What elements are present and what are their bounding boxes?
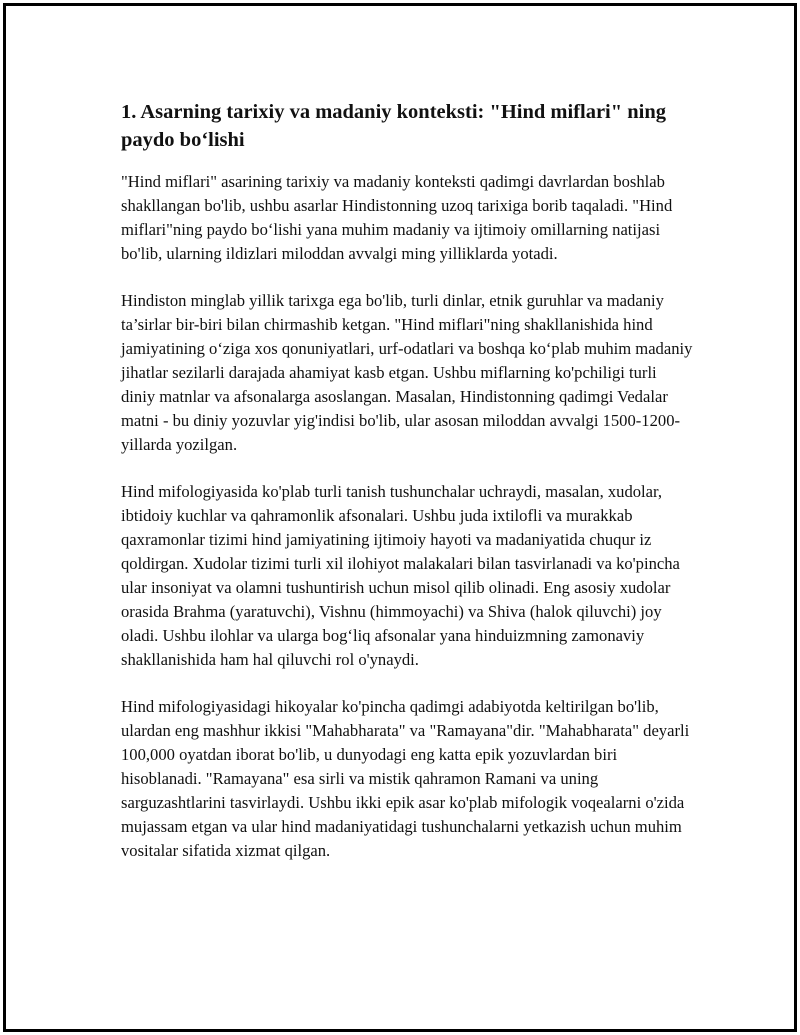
paragraph-3: Hind mifologiyasida ko'plab turli tanish tushunchalar uchraydi, masalan, xudolar, ibtidoiy kuchlar va qahramonlik afsonalari. Ushbu juda ixtilofli va murakkab qaxramonlar tizimi hind jamiyatining ijtimoiy hayoti va madaniyatida chuqur iz qoldirgan. Xudolar tizimi turli xil ilohiyot malakalari bilan tasvirlanadi va ko'pincha ular insoniyat va olamni tushuntirish uchun misol qilib olinadi. Eng asosiy xudolar orasida Brahma (yaratuvchi), Vishnu (himmoyachi) va Shiva (halok qiluvchi) joy oladi. Ushbu ilohlar va ularga bog‘liq afsonalar yana hinduizmning zamonaviy shakllanishida ham hal qiluvchi rol o'ynaydi. bbox=[121, 482, 680, 669]
paragraph-1: "Hind miflari" asarining tarixiy va madaniy konteksti qadimgi davrlardan boshlab shakllangan bo'lib, ushbu asarlar Hindistonning uzoq tarixiga borib taqaladi. "Hind miflari"ning paydo bo‘lishi yana muhim madaniy va ijtimoiy omillarning natijasi bo'lib, ularning ildizlari miloddan avvalgi ming yilliklarda yotadi. bbox=[121, 172, 673, 263]
section-heading: 1. Asarning tarixiy va madaniy konteksti: "Hind miflari" ning paydo bo‘lishi bbox=[121, 101, 667, 151]
page-frame bbox=[3, 3, 797, 1032]
document-body bbox=[121, 98, 693, 886]
paragraph-2: Hindiston minglab yillik tarixga ega bo'lib, turli dinlar, etnik guruhlar va madaniy ta’sirlar bir-biri bilan chirmashib ketgan. "Hind miflari"ning shakllanishida hind jamiyatining o‘ziga xos qonuniyatlari, urf-odatlari va boshqa ko‘plab muhim madaniy jihatlar sezilarli darajada ahamiyat kasb etgan. Ushbu miflarning ko'pchiligi turli diniy matnlar va afsonalarga asoslangan. Masalan, Hindistonning qadimgi Vedalar matni - bu diniy yozuvlar yig'indisi bo'lib, ular asosan miloddan avvalgi 1500-1200-yillarda yozilgan. bbox=[121, 291, 693, 454]
paragraph-4: Hind mifologiyasidagi hikoyalar ko'pincha qadimgi adabiyotda keltirilgan bo'lib, ulardan eng mashhur ikkisi "Mahabharata" va "Ramayana"dir. "Mahabharata" deyarli 100,000 oyatdan iborat bo'lib, u dunyodagi eng katta epik yozuvlardan biri hisoblanadi. "Ramayana" esa sirli va mistik qahramon Ramani va uning sarguzashtlarini tasvirlaydi. Ushbu ikki epik asar ko'plab mifologik voqealarni o'zida mujassam etgan va ular hind madaniyatidagi tushunchalarni yetkazish uchun muhim vositalar sifatida xizmat qilgan. bbox=[121, 697, 690, 860]
